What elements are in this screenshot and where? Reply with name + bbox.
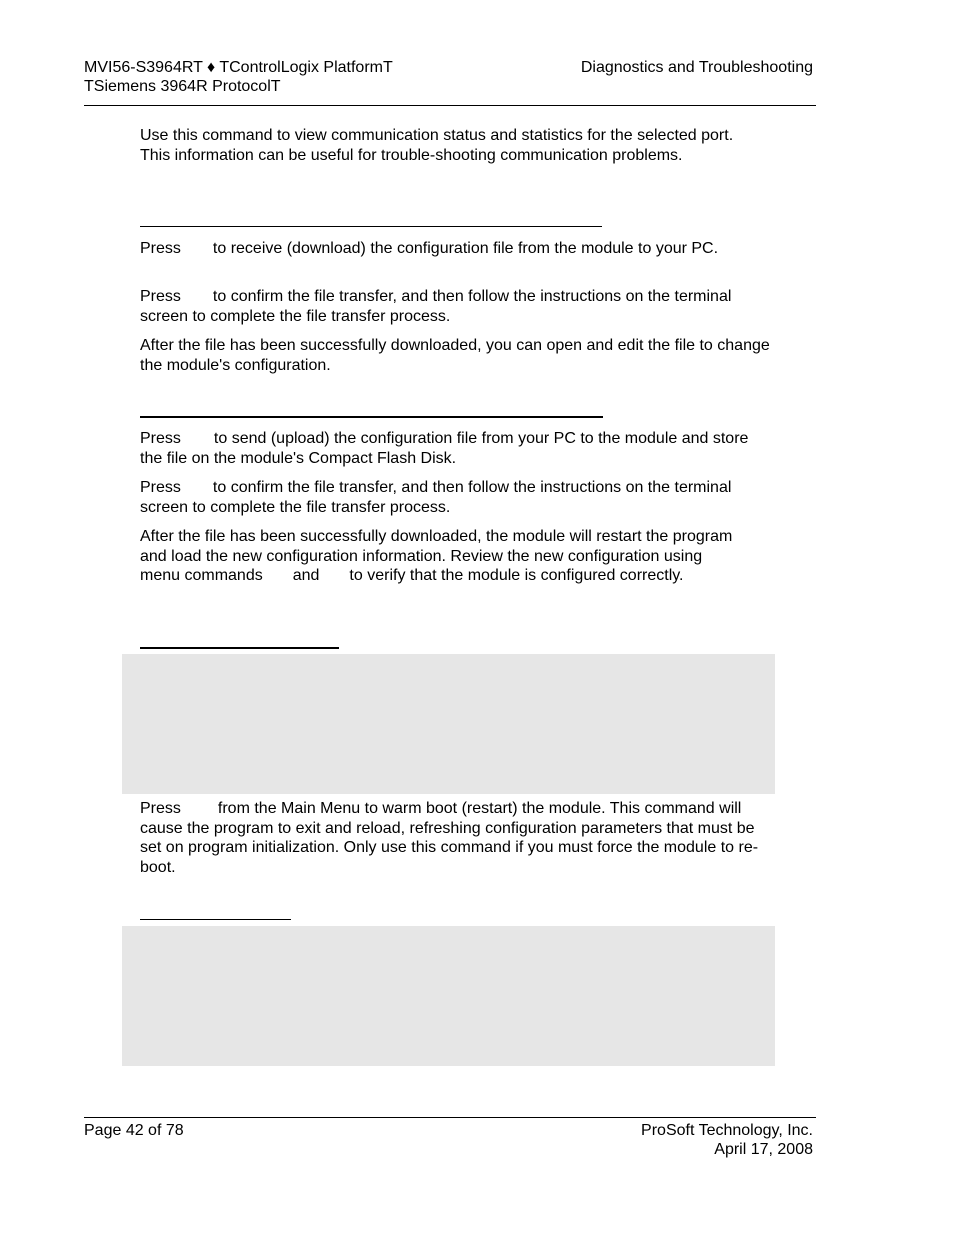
press-label: Press xyxy=(140,430,181,447)
send-section-heading-rule xyxy=(140,416,603,418)
send-paragraph-3-text-a: After the file has been successfully downloaded, the module will restart the program and load the new configuration information. Review the new configuration using menu commands xyxy=(140,528,733,585)
send-paragraph-1 xyxy=(140,429,772,468)
press-label: Press xyxy=(140,240,181,257)
send-paragraph-2 xyxy=(140,478,740,517)
intro-paragraph: Use this command to view communication status and statistics for the selected port. This information can be useful for trouble-shooting communication problems. xyxy=(140,127,734,164)
warm-boot-paragraph-text: from the Main Menu to warm boot (restart) the module. This command will cause the program to exit and reload, refreshing configuration parameters that must be set on program initialization. Only use this command if you must force the module to re-boot. xyxy=(140,800,759,876)
receive-paragraph-1-text: to receive (download) the configuration file from the module to your PC. xyxy=(212,240,719,257)
press-label: Press xyxy=(140,479,181,496)
receive-paragraph-3: After the file has been successfully downloaded, you can open and edit the file to change the module's configuration. xyxy=(140,337,770,374)
receive-paragraph-1 xyxy=(140,239,780,259)
send-paragraph-2-text: to confirm the file transfer, and then follow the instructions on the terminal screen to complete the file transfer process. xyxy=(140,479,732,516)
company-name: ProSoft Technology, Inc. xyxy=(641,1122,813,1139)
receive-paragraph-2 xyxy=(140,287,740,326)
receive-paragraph-2-text: to confirm the file transfer, and then follow the instructions on the terminal screen to complete the file transfer process. xyxy=(140,288,732,325)
footer-right xyxy=(641,1121,813,1159)
receive-section-heading-rule xyxy=(140,226,602,227)
header-chapter-title: Diagnostics and Troubleshooting xyxy=(580,59,813,76)
next-section-screen-capture xyxy=(122,926,775,1066)
page-number: Page 42 of 78 xyxy=(84,1122,184,1139)
footer-rule xyxy=(84,1117,816,1118)
press-label: Press xyxy=(140,800,181,817)
header-protocol-title: TSiemens 3964R ProtocolT xyxy=(84,78,281,95)
send-paragraph-3 xyxy=(140,527,740,586)
warm-boot-screen-capture xyxy=(122,654,775,794)
next-section-heading-rule xyxy=(140,919,291,920)
press-label: Press xyxy=(140,288,181,305)
header-rule xyxy=(84,105,816,106)
header-left xyxy=(84,58,393,96)
header-product-title: MVI56-S3964RT ♦ TControlLogix PlatformT xyxy=(84,59,393,76)
document-date: April 17, 2008 xyxy=(714,1141,813,1158)
warm-boot-heading-rule xyxy=(140,647,339,649)
send-paragraph-1-text: to send (upload) the configuration file from your PC to the module and store the file on the module's Compact Flash Disk. xyxy=(140,430,749,467)
warm-boot-paragraph xyxy=(140,799,765,877)
send-paragraph-3-text-c: to verify that the module is configured correctly. xyxy=(349,567,684,585)
send-paragraph-3-and: and xyxy=(292,567,320,585)
